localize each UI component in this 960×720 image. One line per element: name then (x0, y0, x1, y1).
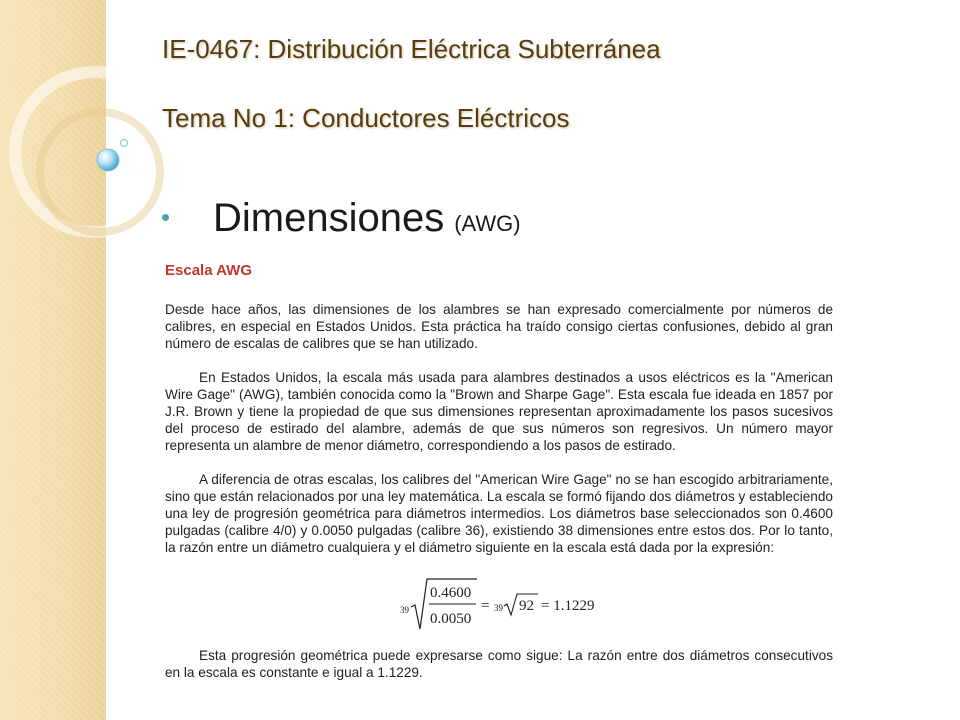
formula-root-index: 39 (400, 605, 409, 615)
formula-numerator: 0.4600 (430, 585, 472, 601)
paragraph-4: Esta progresión geométrica puede expresarse como sigue: La razón entre dos diámetros consecutivos en la escala es constante e igual a 1.1229. (165, 648, 833, 680)
formula-svg (393, 573, 613, 635)
slide-subtitle: Tema No 1: Conductores Eléctricos (162, 103, 570, 133)
bubble-small (121, 140, 128, 147)
document-excerpt (165, 262, 833, 698)
paragraph-2: En Estados Unidos, la escala más usada para alambres destinados a usos eléctricos es la "American Wire Gage" (AWG), también conocida como la "Brown and Sharpe Gage". Esta escala fue ideada en 1857 por J.R. Brown y tiene la propiedad de que sus dimensiones representan aproximadamente los pasos sucesivos del proceso de estirado del alambre, además de que sus números son regresivos. Un número mayor representa un alambre de menor diámetro, correspondiendo a los pasos de estirado. (165, 370, 833, 453)
paragraph-1: Desde hace años, las dimensiones de los alambres se han expresado comercialmente por números de calibres, en especial en Estados Unidos. Esta práctica ha traído consigo ciertas confusiones, debido al gran número de escalas de calibres que se han utilizado. (165, 302, 833, 351)
formula-root-index-2: 39 (494, 603, 503, 613)
awg-formula (165, 573, 833, 635)
document-heading: Escala AWG (165, 262, 252, 279)
formula-result: = 1.1229 (541, 598, 595, 614)
sidebar-decoration (0, 0, 106, 720)
formula-radicand: 92 (519, 598, 534, 614)
bullet-text: Dimensiones (213, 196, 445, 240)
bullet-item (162, 196, 521, 241)
formula-denominator: 0.0050 (430, 611, 472, 627)
bullet-subtext: (AWG) (454, 211, 521, 236)
slide-title: IE-0467: Distribución Eléctrica Subterránea (162, 34, 661, 64)
paragraph-3: A diferencia de otras escalas, los calibres del "American Wire Gage" no se han escogido arbitrariamente, sino que están relacionados por una ley matemática. La escala se formó fijando dos diámetros y estableciendo una ley de progresión geométrica para diámetros intermedios. Los diámetros base seleccionados son 0.4600 pulgadas (calibre 4/0) y 0.0050 pulgadas (calibre 36), existiendo 38 dimensiones entre estos dos. Por lo tanto, la razón entre un diámetro cualquiera y el diámetro siguiente en la escala está dada por la expresión: (165, 472, 833, 555)
formula-equals: = (481, 598, 490, 614)
bullet-dot-icon (162, 214, 169, 221)
